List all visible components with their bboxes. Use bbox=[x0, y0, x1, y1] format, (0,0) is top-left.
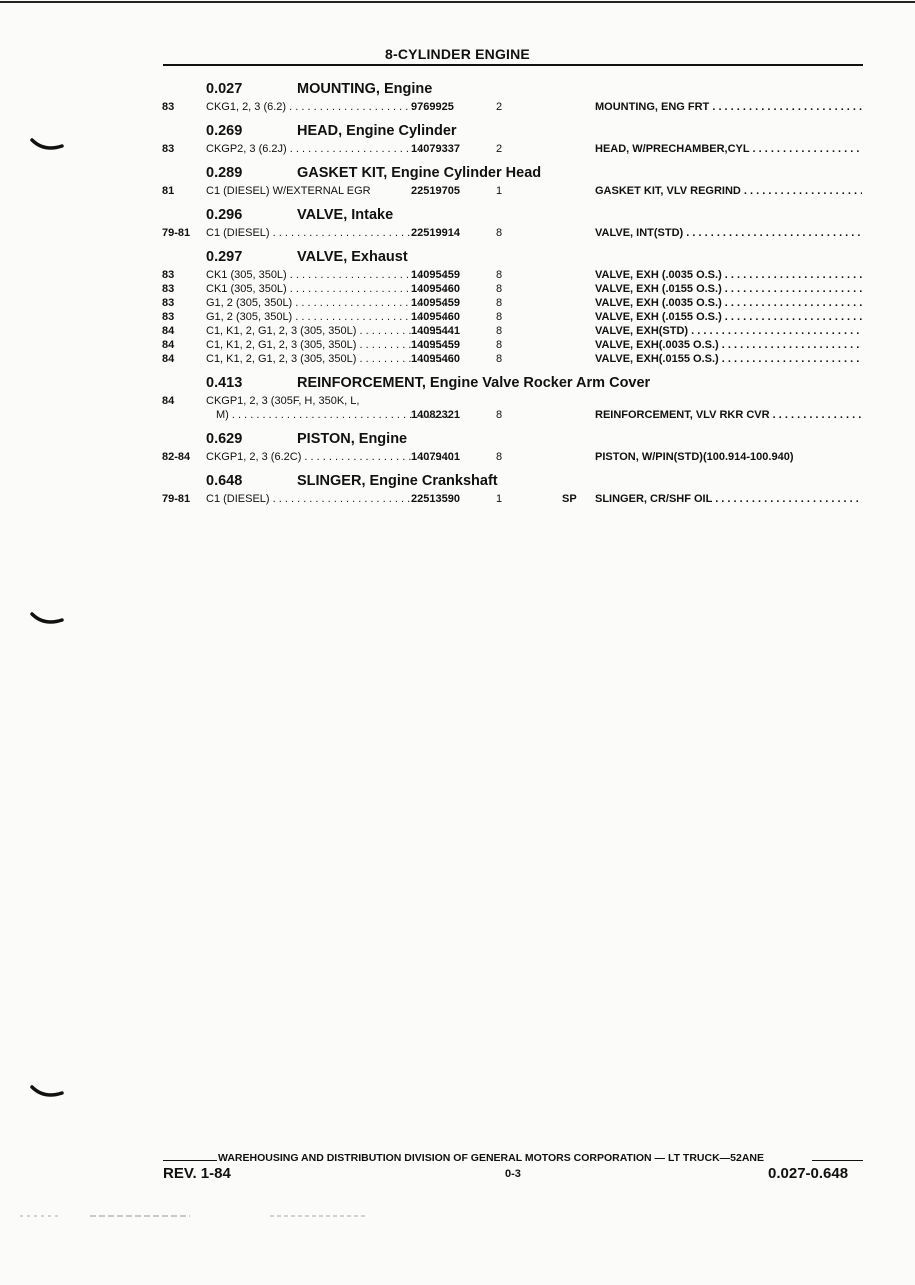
part-description: VALVE, INT(STD) . . . bbox=[595, 226, 862, 240]
section-code: 0.413 bbox=[206, 375, 243, 391]
part-row bbox=[160, 352, 870, 366]
part-description: PISTON, W/PIN(STD)(100.914-100.940) bbox=[595, 451, 794, 463]
model-year: 84 bbox=[162, 339, 175, 351]
section-code: 0.269 bbox=[206, 123, 243, 139]
part-number: 9769925 bbox=[411, 101, 454, 113]
parts-list bbox=[160, 76, 870, 506]
section-heading: PISTON, Engine bbox=[297, 431, 408, 447]
part-row bbox=[160, 100, 870, 114]
section-header bbox=[160, 78, 870, 100]
quantity: 8 bbox=[496, 283, 503, 295]
section-code: 0.629 bbox=[206, 431, 243, 447]
service-part-flag: SP bbox=[562, 493, 577, 505]
footer-publisher: WAREHOUSING AND DISTRIBUTION DIVISION OF GENERAL MOTORS CORPORATION — LT TRUCK—52ANE bbox=[218, 1152, 765, 1164]
part-number: 14079337 bbox=[411, 143, 460, 155]
part-row bbox=[160, 142, 870, 156]
section-heading: VALVE, Intake bbox=[297, 207, 394, 223]
section-header bbox=[160, 246, 870, 268]
part-row bbox=[160, 296, 870, 310]
application-line-1: CKGP1, 2, 3 (305F, H, 350K, L, bbox=[206, 395, 360, 407]
model-year: 83 bbox=[162, 311, 175, 323]
quantity: 2 bbox=[496, 143, 503, 155]
model-year: 81 bbox=[162, 185, 175, 197]
application: C1 (DIESEL) . . . bbox=[206, 492, 453, 506]
section-header bbox=[160, 372, 870, 394]
part-number: 14095459 bbox=[411, 269, 460, 281]
model-year: 84 bbox=[162, 325, 175, 337]
section-header bbox=[160, 428, 870, 450]
application: G1, 2 (305, 350L) . . . bbox=[206, 296, 453, 310]
part-row bbox=[160, 394, 870, 422]
section-code: 0.289 bbox=[206, 165, 243, 181]
model-year: 83 bbox=[162, 269, 175, 281]
model-year: 83 bbox=[162, 101, 175, 113]
model-year: 83 bbox=[162, 283, 175, 295]
part-number: 14095459 bbox=[411, 339, 460, 351]
section-code: 0.297 bbox=[206, 249, 243, 265]
section-code: 0.296 bbox=[206, 207, 243, 223]
section-piston-engine bbox=[160, 428, 870, 464]
quantity: 8 bbox=[496, 311, 503, 323]
application: CKG1, 2, 3 (6.2) . . . bbox=[206, 100, 453, 114]
part-number: 14095460 bbox=[411, 283, 460, 295]
model-year: 79-81 bbox=[162, 493, 191, 505]
part-description: VALVE, EXH (.0035 O.S.) . . . bbox=[595, 268, 862, 282]
part-row bbox=[160, 184, 870, 198]
part-row bbox=[160, 338, 870, 352]
application: C1, K1, 2, G1, 2, 3 (305, 350L) . . . bbox=[206, 338, 453, 352]
section-reinforcement bbox=[160, 372, 870, 422]
part-number: 14095459 bbox=[411, 297, 460, 309]
part-number: 22519705 bbox=[411, 185, 460, 197]
section-heading: MOUNTING, Engine bbox=[297, 81, 433, 97]
title-rule bbox=[163, 64, 863, 66]
binder-hole-mark-3 bbox=[30, 1083, 64, 1103]
part-row bbox=[160, 268, 870, 282]
section-heading: VALVE, Exhaust bbox=[297, 249, 408, 265]
part-number: 14095460 bbox=[411, 353, 460, 365]
part-description: HEAD, W/PRECHAMBER,CYL . . . bbox=[595, 142, 862, 156]
section-header bbox=[160, 120, 870, 142]
part-description: VALVE, EXH(STD) . . . bbox=[595, 324, 862, 338]
section-valve-intake bbox=[160, 204, 870, 240]
section-header bbox=[160, 204, 870, 226]
model-year: 83 bbox=[162, 143, 175, 155]
part-number: 14095460 bbox=[411, 311, 460, 323]
section-header bbox=[160, 162, 870, 184]
section-heading: HEAD, Engine Cylinder bbox=[297, 123, 457, 139]
page-number: 0-3 bbox=[505, 1168, 521, 1180]
footer-rule-left bbox=[163, 1160, 217, 1161]
part-number: 22519914 bbox=[411, 227, 460, 239]
section-valve-exhaust bbox=[160, 246, 870, 366]
application: C1, K1, 2, G1, 2, 3 (305, 350L) . . . bbox=[206, 352, 453, 366]
part-row bbox=[160, 324, 870, 338]
section-gasket-kit bbox=[160, 162, 870, 198]
quantity: 8 bbox=[496, 297, 503, 309]
application: CKGP2, 3 (6.2J) . . . bbox=[206, 142, 453, 156]
scan-artifact-line bbox=[0, 1215, 370, 1217]
part-description: VALVE, EXH(.0155 O.S.) . . . bbox=[595, 352, 862, 366]
quantity: 8 bbox=[496, 409, 503, 421]
quantity: 1 bbox=[496, 493, 503, 505]
quantity: 1 bbox=[496, 185, 503, 197]
binder-hole-mark-1 bbox=[30, 136, 64, 156]
section-code: 0.027 bbox=[206, 81, 243, 97]
part-description: SLINGER, CR/SHF OIL . . . bbox=[595, 492, 862, 506]
part-description: VALVE, EXH (.0035 O.S.) . . . bbox=[595, 296, 862, 310]
quantity: 8 bbox=[496, 325, 503, 337]
page-range: 0.027-0.648 bbox=[768, 1165, 849, 1182]
part-row bbox=[160, 450, 870, 464]
application: C1 (DIESEL) W/EXTERNAL EGR bbox=[206, 185, 371, 197]
application-line-2: M) . . . bbox=[216, 408, 453, 422]
section-heading: SLINGER, Engine Crankshaft bbox=[297, 473, 498, 489]
application: G1, 2 (305, 350L) . . . bbox=[206, 310, 453, 324]
application: C1 (DIESEL) . . . bbox=[206, 226, 453, 240]
application: C1, K1, 2, G1, 2, 3 (305, 350L) . . . bbox=[206, 324, 453, 338]
part-row bbox=[160, 492, 870, 506]
section-header bbox=[160, 470, 870, 492]
part-row bbox=[160, 310, 870, 324]
page-top-edge bbox=[0, 1, 915, 3]
part-row bbox=[160, 226, 870, 240]
part-description: VALVE, EXH (.0155 O.S.) . . . bbox=[595, 310, 862, 324]
part-description: GASKET KIT, VLV REGRIND . . . bbox=[595, 184, 862, 198]
quantity: 8 bbox=[496, 227, 503, 239]
page-title: 8-CYLINDER ENGINE bbox=[385, 46, 530, 62]
model-year: 84 bbox=[162, 353, 175, 365]
model-year: 83 bbox=[162, 297, 175, 309]
quantity: 8 bbox=[496, 451, 503, 463]
quantity: 2 bbox=[496, 101, 503, 113]
quantity: 8 bbox=[496, 339, 503, 351]
section-heading: GASKET KIT, Engine Cylinder Head bbox=[297, 165, 542, 181]
application: CK1 (305, 350L) . . . bbox=[206, 282, 453, 296]
section-slinger-crankshaft bbox=[160, 470, 870, 506]
section-heading: REINFORCEMENT, Engine Valve Rocker Arm Cover bbox=[297, 375, 651, 391]
footer-rule-right bbox=[812, 1160, 863, 1161]
part-number: 14079401 bbox=[411, 451, 460, 463]
part-number: 14082321 bbox=[411, 409, 460, 421]
section-code: 0.648 bbox=[206, 473, 243, 489]
part-description: VALVE, EXH (.0155 O.S.) . . . bbox=[595, 282, 862, 296]
application: CKGP1, 2, 3 (6.2C) . . . bbox=[206, 450, 453, 464]
revision-label: REV. 1-84 bbox=[163, 1165, 231, 1182]
part-description: REINFORCEMENT, VLV RKR CVR . . . bbox=[595, 408, 862, 422]
model-year: 79-81 bbox=[162, 227, 191, 239]
section-head-engine-cylinder bbox=[160, 120, 870, 156]
part-number: 14095441 bbox=[411, 325, 460, 337]
quantity: 8 bbox=[496, 269, 503, 281]
quantity: 8 bbox=[496, 353, 503, 365]
model-year: 82-84 bbox=[162, 451, 191, 463]
part-number: 22513590 bbox=[411, 493, 460, 505]
part-row bbox=[160, 282, 870, 296]
model-year: 84 bbox=[162, 395, 175, 407]
part-description: VALVE, EXH(.0035 O.S.) . . . bbox=[595, 338, 862, 352]
section-mounting-engine bbox=[160, 78, 870, 114]
part-description: MOUNTING, ENG FRT . . . bbox=[595, 100, 862, 114]
application: CK1 (305, 350L) . . . bbox=[206, 268, 453, 282]
binder-hole-mark-2 bbox=[30, 610, 64, 630]
